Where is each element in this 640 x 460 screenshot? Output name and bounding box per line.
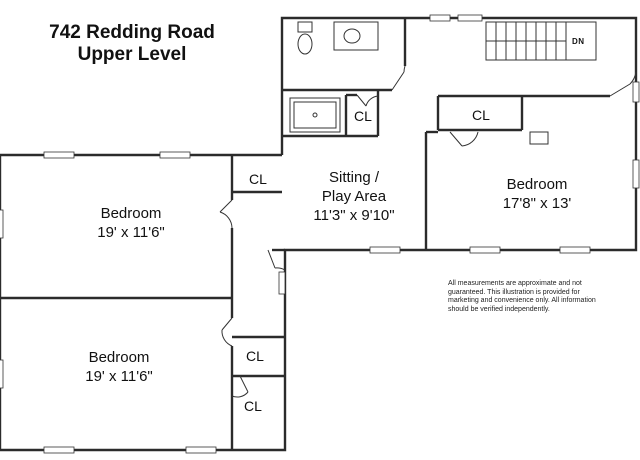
sink	[344, 29, 360, 43]
closet-label-lower-2: CL	[244, 398, 262, 414]
bedroom-right-size: 17'8" x 13'	[502, 195, 572, 212]
stairs-down-label: DN	[572, 37, 585, 46]
sitting-area-name-line1: Sitting /	[328, 169, 380, 186]
shower	[290, 98, 340, 132]
closet-label-sitting: CL	[249, 171, 267, 187]
sitting-area-name-line2: Play Area	[321, 188, 387, 205]
bedroom-left-top-name: Bedroom	[100, 205, 162, 222]
bedroom-right-name: Bedroom	[506, 176, 568, 193]
bedroom-left-top-size: 19' x 11'6"	[97, 224, 165, 241]
closet-label-hall: CL	[472, 107, 490, 123]
sitting-area-size: 11'3" x 9'10"	[313, 207, 395, 224]
closet-label-bath: CL	[354, 108, 372, 124]
closet-label-lower-1: CL	[246, 348, 264, 364]
disclaimer-text: All measurements are approximate and not guaranteed. This illustration is provided for marketing and convenience only. All information should be verified independently.	[448, 280, 596, 313]
bedroom-left-bottom-name: Bedroom	[88, 349, 150, 366]
toilet-bowl	[298, 34, 312, 54]
toilet-tank	[298, 22, 312, 32]
address-title: 742 Redding Road	[49, 22, 215, 43]
bedroom-left-bottom-size: 19' x 11'6"	[85, 368, 153, 385]
level-title: Upper Level	[77, 44, 187, 65]
